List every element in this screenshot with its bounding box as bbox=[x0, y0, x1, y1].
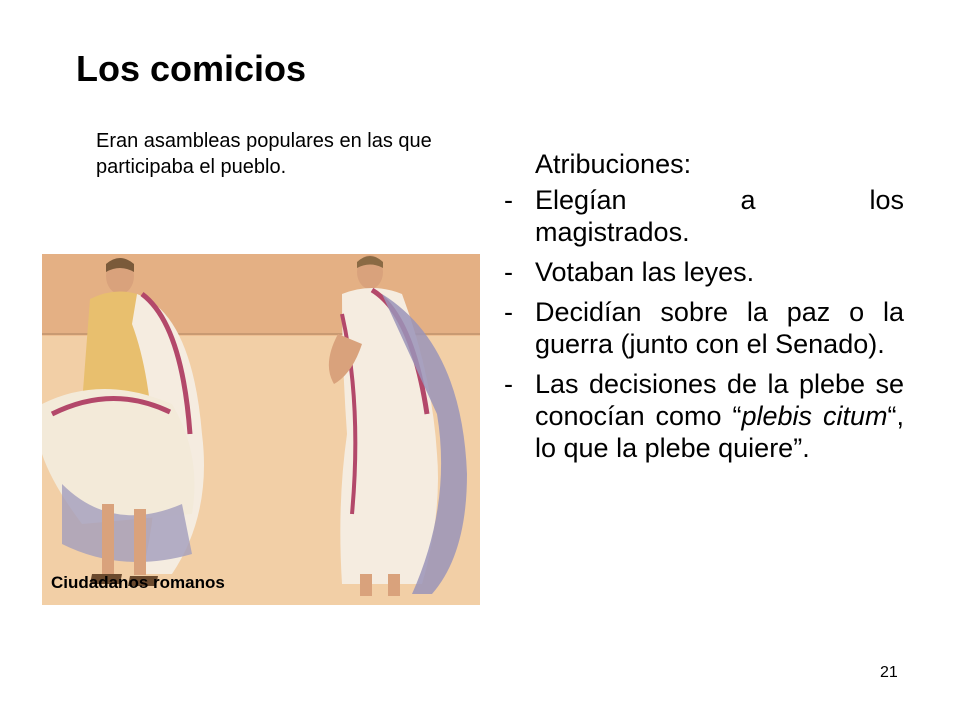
attributions-heading: Atribuciones: bbox=[535, 149, 692, 179]
illustration-svg bbox=[42, 254, 480, 605]
item-text-end: “, lo que la plebe quiere”. bbox=[535, 401, 904, 463]
slide-title: Los comicios bbox=[76, 48, 307, 89]
item-text-continued: magistrados. bbox=[535, 217, 690, 247]
latin-term: plebis citum bbox=[741, 401, 888, 431]
list-item bbox=[496, 256, 904, 288]
page-number: 21 bbox=[880, 664, 898, 681]
list-dash: - bbox=[504, 257, 513, 287]
list-item bbox=[496, 368, 904, 464]
attributions-list bbox=[496, 184, 904, 464]
list-dash: - bbox=[504, 369, 513, 399]
list-dash: - bbox=[504, 185, 513, 215]
list-dash: - bbox=[504, 297, 513, 327]
item-text: Elegían a los bbox=[535, 185, 904, 215]
item-text: Las decisiones de la plebe se conocían como “ bbox=[535, 369, 904, 431]
roman-citizens-illustration bbox=[42, 254, 480, 605]
list-item bbox=[496, 184, 904, 248]
item-text: Decidían sobre la paz o la guerra (junto con el Senado). bbox=[535, 297, 904, 359]
attributions-block bbox=[496, 148, 904, 472]
list-item bbox=[496, 296, 904, 360]
item-text: Votaban las leyes. bbox=[535, 257, 755, 287]
intro-text: Eran asambleas populares en las que participaba el pueblo. bbox=[96, 130, 432, 178]
image-caption: Ciudadanos romanos bbox=[51, 573, 225, 592]
